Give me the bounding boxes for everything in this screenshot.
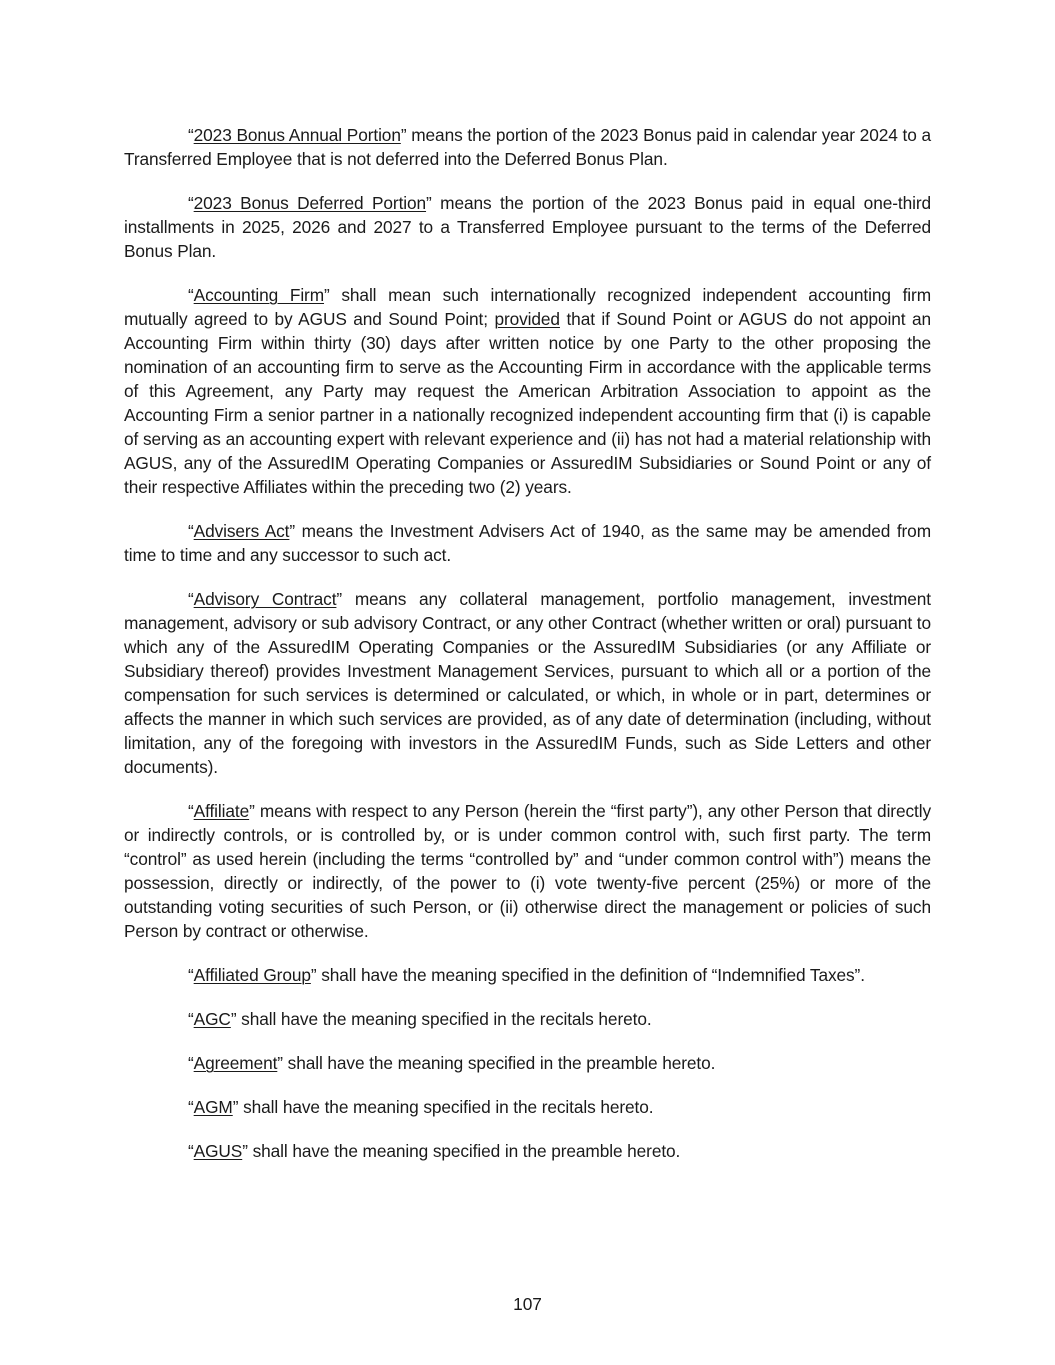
defined-term: 2023 Bonus Annual Portion (193, 125, 401, 145)
defined-term: Advisers Act (193, 521, 290, 541)
open-quote: “ (188, 1097, 194, 1117)
definition-text: shall have the meaning specified in the preamble hereto. (247, 1141, 681, 1161)
definition-affiliated-group (124, 963, 931, 987)
close-quote: ” (277, 1053, 283, 1073)
definition-text: means with respect to any Person (herein the “first party”), any other Person that directly or indirectly controls, or is controlled by, or is under common control with, such first party. The term “control” as used herein (including the terms “controlled by” and “under common control with”) means the possession, directly or indirectly, of the power to (i) vote twenty-five percent (25%) or more of the outstanding voting securities of such Person, or (ii) otherwise direct the management or policies of such Person by contract or otherwise. (124, 801, 931, 941)
open-quote: “ (188, 965, 194, 985)
document-body (124, 123, 931, 1183)
definition-2023-bonus-annual-portion (124, 123, 931, 171)
definition-text: shall mean such internationally recognized independent accounting firm mutually agreed to by AGUS and Sound Point; (124, 285, 931, 329)
definition-text: means the portion of the 2023 Bonus paid in equal one-third installments in 2025, 2026 and 2027 to a Transferred Employee pursuant to the terms of the Deferred Bonus Plan. (124, 193, 931, 261)
definition-2023-bonus-deferred-portion (124, 191, 931, 263)
definition-text: shall have the meaning specified in the definition of “Indemnified Taxes”. (316, 965, 865, 985)
defined-term: AGC (193, 1009, 231, 1029)
definition-text-continued: that if Sound Point or AGUS do not appoint an Accounting Firm within thirty (30) days after written notice by one Party to the other proposing the nomination of an accounting firm to serve as the Accounting Firm in accordance with the applicable terms of this Agreement, any Party may request the American Arbitration Association to appoint as the Accounting Firm a senior partner in a nationally recognized independent accounting firm that (i) is capable of serving as an accounting expert with relevant experience and (ii) has not had a material relationship with AGUS, any of the AssuredIM Operating Companies or AssuredIM Subsidiaries or Sound Point or any of their respective Affiliates within the preceding two (2) years. (124, 309, 931, 497)
definition-text: shall have the meaning specified in the recitals hereto. (236, 1009, 652, 1029)
provided-term: provided (494, 309, 560, 329)
close-quote: ” (249, 801, 255, 821)
close-quote: ” (336, 589, 343, 609)
defined-term: Accounting Firm (193, 285, 325, 305)
defined-term: Affiliate (193, 801, 250, 821)
defined-term: Agreement (193, 1053, 278, 1073)
open-quote: “ (188, 589, 194, 609)
defined-term: 2023 Bonus Deferred Portion (193, 193, 427, 213)
close-quote: ” (324, 285, 330, 305)
definition-text: shall have the meaning specified in the preamble hereto. (282, 1053, 716, 1073)
definition-agm (124, 1095, 931, 1119)
page-number: 107 (513, 1294, 542, 1314)
definition-agc (124, 1007, 931, 1031)
definition-accounting-firm (124, 283, 931, 499)
close-quote: ” (289, 521, 296, 541)
close-quote: ” (242, 1141, 248, 1161)
definition-text: shall have the meaning specified in the recitals hereto. (238, 1097, 654, 1117)
close-quote: ” (230, 1009, 237, 1029)
close-quote: ” (400, 125, 407, 145)
definition-affiliate (124, 799, 931, 943)
close-quote: ” (310, 965, 317, 985)
definition-advisory-contract (124, 587, 931, 779)
definition-text: means the Investment Advisers Act of 1940, as the same may be amended from time to time and any successor to such act. (124, 521, 931, 565)
definition-text: means the portion of the 2023 Bonus paid in calendar year 2024 to a Transferred Employee that is not deferred into the Deferred Bonus Plan. (124, 125, 931, 169)
close-quote: ” (232, 1097, 239, 1117)
open-quote: “ (188, 125, 194, 145)
definition-text: means any collateral management, portfolio management, investment management, advisory or sub advisory Contract, or any other Contract (whether written or oral) pursuant to which any of the AssuredIM Operating Companies or the AssuredIM Subsidiaries (or any Affiliate or Subsidiary thereof) provides Investment Management Services, pursuant to which all or a portion of the compensation for such services is determined or calculated, or which, in whole or in part, determines or affects the manner in which such services are provided, as of any date of determination (including, without limitation, any of the foregoing with investors in the AssuredIM Funds, such as Side Letters and other documents). (124, 589, 931, 777)
defined-term: Affiliated Group (193, 965, 311, 985)
definition-agus (124, 1139, 931, 1163)
definition-advisers-act (124, 519, 931, 567)
defined-term: AGUS (193, 1141, 243, 1161)
open-quote: “ (188, 521, 194, 541)
close-quote: ” (426, 193, 432, 213)
open-quote: “ (188, 193, 194, 213)
open-quote: “ (188, 1053, 194, 1073)
open-quote: “ (188, 285, 194, 305)
open-quote: “ (188, 1009, 194, 1029)
defined-term: AGM (193, 1097, 233, 1117)
defined-term: Advisory Contract (193, 589, 337, 609)
open-quote: “ (188, 1141, 194, 1161)
definition-agreement (124, 1051, 931, 1075)
open-quote: “ (188, 801, 194, 821)
